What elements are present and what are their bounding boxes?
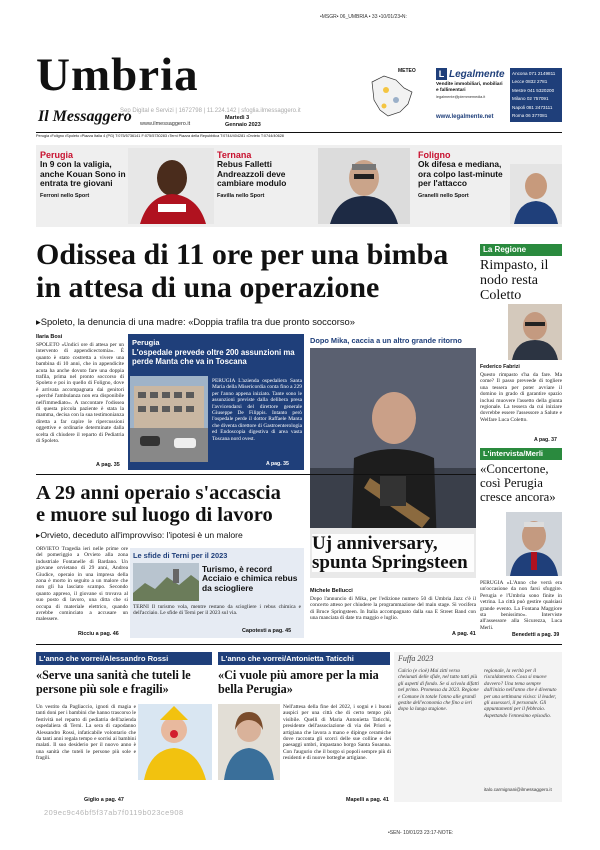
perugia-box-headline[interactable]: L'ospedale prevede oltre 200 assunzioni ma perde Manta che va in Toscana (132, 348, 295, 366)
contacts-list (510, 68, 562, 122)
teaser-credit: Granelli nello Sport (418, 192, 469, 199)
ad-contacts (510, 68, 562, 122)
umbria-map-icon (362, 68, 434, 124)
contact-row: Napoli 081 2473111 (512, 104, 553, 110)
masthead-date: Gennaio 2023 (225, 122, 261, 128)
taticchi-body: Nell'attesa della fine del 2022, i sogni e i buoni auspici per una città che di certo tempo più visibile. Quelli di Maria Antonietta Taticchi, presidente dell'associazione di via dei Priori e artigiana che lavora a mano e dipinge ceramiche dove racconta gli scorci delle sue colline e dei paesaggi umbri, impastano borgo Santa Susanna. Con l'augurio che il borgo si popoli sempre più di residenti e di nuove botteghe artigiane. (283, 704, 391, 762)
lead-headline[interactable] (36, 238, 476, 304)
merli-body: PERUGIA «L'Anno che verrà era un'occasione da non farsi sfuggire. Perugia e l'Umbria sono finite in vetrina. La città può gestire qualsiasi grande evento. La Fontana Maggiore sta benissimo». Interviste all'assessore alla Sicurezza, Luca Merli. (480, 580, 562, 631)
orvieto-headline-line1: A 29 anni operaio s'accascia (36, 482, 281, 504)
lead-headline-line1: Odissea di 11 ore per una bimba (36, 238, 449, 271)
masthead-region: Umbria (36, 49, 199, 101)
masthead-website[interactable]: www.ilmessaggero.it (140, 121, 191, 127)
teaser-city: Perugia (40, 150, 74, 160)
springsteen-headline-line1: Uj anniversary, (312, 533, 438, 554)
fuffa-col2: regionale, la verità per il riscaldamento. Cosa si muove davvero? Una tema sempre dall'inizio nell'anno che è divenuto per una settimana visiva: il leader, gli assessori, il personale. Gli appuntamenti per il febbraio. Aspettando l'ennesimo episodio. (484, 668, 557, 719)
merli-page-ref[interactable]: Benedetti a pag. 39 (512, 632, 560, 638)
ad-legalmente[interactable] (436, 68, 508, 116)
terni-page-ref[interactable]: Capotesti a pag. 45 (242, 628, 292, 634)
merli-tag: L'intervista/Merli (480, 448, 562, 460)
orvieto-subhead: ▸Orvieto, deceduto all'improvviso: l'ipotesi è un malore (36, 530, 243, 540)
offices-line: Perugia •Foligno •Spoleto •Piazza Italia 4 (PG) T:075/5736141 F:075/5730283 •Terni Piazza della Repubblica T:0744/404281 •Orvieto T:0744/40628 (36, 134, 284, 138)
springsteen-caption: Dopo Mika, caccia a un altro grande ritorno (310, 336, 462, 345)
merli-headline[interactable]: «Concertone, così Perugia cresce ancora» (480, 462, 556, 504)
perugia-box-page-ref[interactable]: A pag. 35 (266, 461, 289, 467)
orvieto-page-ref[interactable]: Ricciu a pag. 46 (78, 631, 119, 637)
meteo-map (362, 68, 434, 124)
springsteen-page-ref[interactable]: A pag. 41 (452, 631, 476, 637)
contact-row: Mestre 041 5320200 (512, 87, 555, 93)
fuffa-email[interactable]: italo.carmignani@ilmessaggero.it (484, 787, 552, 792)
teaser-credit: Favilla nello Sport (217, 192, 265, 199)
perugia-box-tag: Perugia (132, 338, 160, 347)
springsteen-headline[interactable] (312, 534, 474, 572)
taticchi-page-ref[interactable]: Mapelli a pag. 41 (346, 797, 389, 803)
regione-byline: Federico Fabrizi (480, 364, 520, 370)
perugia-box-photo (130, 376, 208, 462)
ad-email[interactable]: legalmente@piemmemedia.it (436, 95, 486, 100)
teaser-foligno[interactable] (418, 150, 510, 199)
fuffa-col1: Calcio (e cioè) Mai zitti verso cheiunati delle sfide, nel tutto tutti più gli aspetti di fondo. Se si scivola difatti nel primo. Promessa da 2023. Regione e Comune in totale l'anno alle grandi gestite dell'economia che fino a ieri dopo la lunga stagione. (398, 668, 479, 713)
bottom-code: •SEN- 10/01/23 23:17-NOTE: (388, 830, 454, 836)
contact-row: Lecce 0832 2781 (512, 79, 548, 85)
teaser-credit: Ferroni nello Sport (40, 192, 90, 199)
taticchi-band: L'anno che vorrei/Antonietta Taticchi (218, 652, 390, 665)
fuffa-tag: Fuffa 2023 (398, 654, 434, 663)
lead-headline-line2: in attesa di una operazione (36, 271, 380, 304)
springsteen-byline: Michele Bellucci (310, 588, 353, 594)
teaser-photo-andreazzoli (318, 148, 410, 224)
orvieto-headline[interactable] (36, 482, 306, 526)
contact-row: Roma 06 377081 (512, 113, 548, 119)
legalmente-logo-icon: L (436, 68, 447, 80)
lead-byline: Ilaria Bosi (36, 334, 63, 340)
regione-page-ref[interactable]: A pag. 37 (534, 437, 557, 443)
terni-photo (133, 563, 199, 601)
rossi-band: L'anno che vorrei/Alessandro Rossi (36, 652, 212, 665)
teaser-text: Rebus Falletti Andreazzoli deve cambiare modulo (217, 159, 287, 189)
masthead-stamp: Sep Digital e Servizi | 1672798 | 11.224.142 | sfoglia.ilmessaggero.it (120, 108, 301, 114)
contact-row: Milano 02 757091 (512, 96, 549, 102)
divider-orvieto (36, 474, 476, 475)
orvieto-headline-line2: e muore sul luogo di lavoro (36, 504, 273, 526)
terni-headline[interactable]: Turismo, è record Acciaio e chimica rebus da sciogliere (202, 564, 298, 593)
merli-photo (506, 512, 562, 576)
masthead-brand: Il Messaggero (38, 108, 132, 125)
contact-row: Ancona 071 2149811 (512, 71, 556, 76)
regione-tag: La Regione (480, 244, 562, 256)
watermark-id: 209ec9c46bf5f37ab7f0119b023ce908 (44, 808, 184, 817)
rossi-headline[interactable]: «Serve una sanità che tuteli le persone più sole e fragili» (36, 668, 191, 696)
regione-headline[interactable]: Rimpasto, il nodo resta Coletto (480, 258, 549, 303)
rossi-body: Un vestito da Pagliaccio, ignoti di magia e tanti doni per i bambini che hanno trascorso le festività nel reparto di pediatria dell'azienda ospedaliera di Terni. La sera di capodanno Alessandro Rossi, infaticabile volontario che da tanti anni regala tempo e sorrisi ai bambini malati. Il suo desiderio per il nuovo anno è una sanità che tuteli le persone più sole e fragili. (36, 704, 136, 762)
ad-url[interactable]: www.legalmente.net (436, 114, 494, 120)
springsteen-body: Dopo l'annuncio di Mika, per l'edizione numero 50 di Umbria Jazz c'è il concerto atteso per chiudere la programmazione del main stage. Si vocifera di Bruce Springsteen. In Italia accompagnato dalla sua E Street Band con una manciata di date tra maggio e luglio. (310, 596, 476, 622)
lead-subhead: ▸Spoleto, la denuncia di una madre: «Doppia trafila tra due pronto soccorso» (36, 316, 355, 327)
teaser-photo-foligno (510, 164, 562, 224)
regione-photo-coletto (508, 304, 562, 360)
taticchi-headline[interactable]: «Ci vuole più amore per la mia bella Perugia» (218, 668, 379, 696)
springsteen-headline-line2: spunta Springsteen (312, 552, 468, 573)
terni-body: TERNI Il turismo vola, mentre restano da sciogliere i rebus chimica e dell'acciaio. Le sfide di Terni per il 2023 sul via. (133, 604, 301, 617)
masthead-rule (36, 132, 562, 133)
orvieto-body: ORVIETO Tragedia ieri nelle prime ore del pomeriggio a Orvieto alla zona industriale Fontanelle di Bardano. Un giovane orvietano di 29 anni, Andrea Giudice, operaio in una impresa della zona è morto in seguito a un malore che non gli ha lasciato scampo. Secondo quanto appreso, il giovane si trovava al suo posto di lavoro, una ditta che si occupa di materiale elettrico, quando avrebbe cominciato a accusare un malessere. (36, 546, 128, 623)
divider-bottom (36, 644, 562, 645)
regione-body: Questo rimpasto s'ha da fare. Ma come? Il passo preveede di togliere una tessera per poter avviare il domino in grado di garantire spazio inclusi muovere l'assetto della giunta regionale. La tessera da cui iniziare dovrebbe essere l'assessore a Salute e Welfare Luca Coletto. (480, 372, 562, 423)
teaser-ternana[interactable] (217, 150, 317, 199)
meteo-label: METEO (398, 68, 416, 74)
rossi-photo (138, 704, 212, 780)
teaser-photo-kouan (128, 148, 214, 224)
rossi-page-ref[interactable]: Giglio a pag. 47 (84, 797, 124, 803)
lead-page-ref[interactable]: A pag. 35 (96, 462, 120, 468)
lead-body: SPOLETO «Undici ore di attesa per un intervento di appendicectomia». È quanto è stato costretta a vivere una bambina di 10 anni, che in appendicite acuta ha anche dovuto fare una doppia trafila, prima nel pronto soccorso di Spoleto e poi in quello di Foligno, dove è arrivata accompagnata dai genitori «perché l'ambulanza non era disponibile nell'immediato». A raccontare l'odissea di questa piccola paziente è stata la mamma, decisa con la sua testimonianza diretta a far capire le ripercussioni oggettive e ordinarie determinate dalla scelta di chiudere il reparto di Pediatria di Spoleto. (36, 342, 124, 445)
teaser-city: Foligno (418, 150, 451, 160)
masthead-day: Martedì 3 (225, 115, 250, 121)
teaser-text: In 9 con la valigia, anche Kouan Sono in entrata tre giovani (40, 159, 126, 189)
taticchi-photo (218, 704, 280, 780)
perugia-box-body: PERUGIA L'azienda ospedaliera Santa Maria della Misericordia conta fino a 229 per l'anno appena iniziato. Tante sono le assunzioni previste dalla delibera presa l'avvicendarsi del direttore generale Giuseppe De Filippis. Intanto però l'ospedale perde il dottor Raffaele Manta che diventa direttore di Gastroenterologia ed Endoscopia digestiva di area vasta Toscana nord ovest. (212, 378, 302, 442)
ad-brand: Legalmente (449, 68, 505, 80)
terni-tag: Le sfide di Terni per il 2023 (133, 551, 228, 560)
teaser-perugia[interactable] (40, 150, 126, 199)
top-code: •MSGR• 06_UMBRIA • 33 •10/01/23•N: (320, 14, 407, 20)
teaser-city: Ternana (217, 150, 252, 160)
ad-tagline: Vendite immobiliari, mobiliari e fallimentari (436, 82, 503, 93)
teaser-text: Ok difesa e mediana, ora colpo last-minute per l'attacco (418, 159, 503, 189)
